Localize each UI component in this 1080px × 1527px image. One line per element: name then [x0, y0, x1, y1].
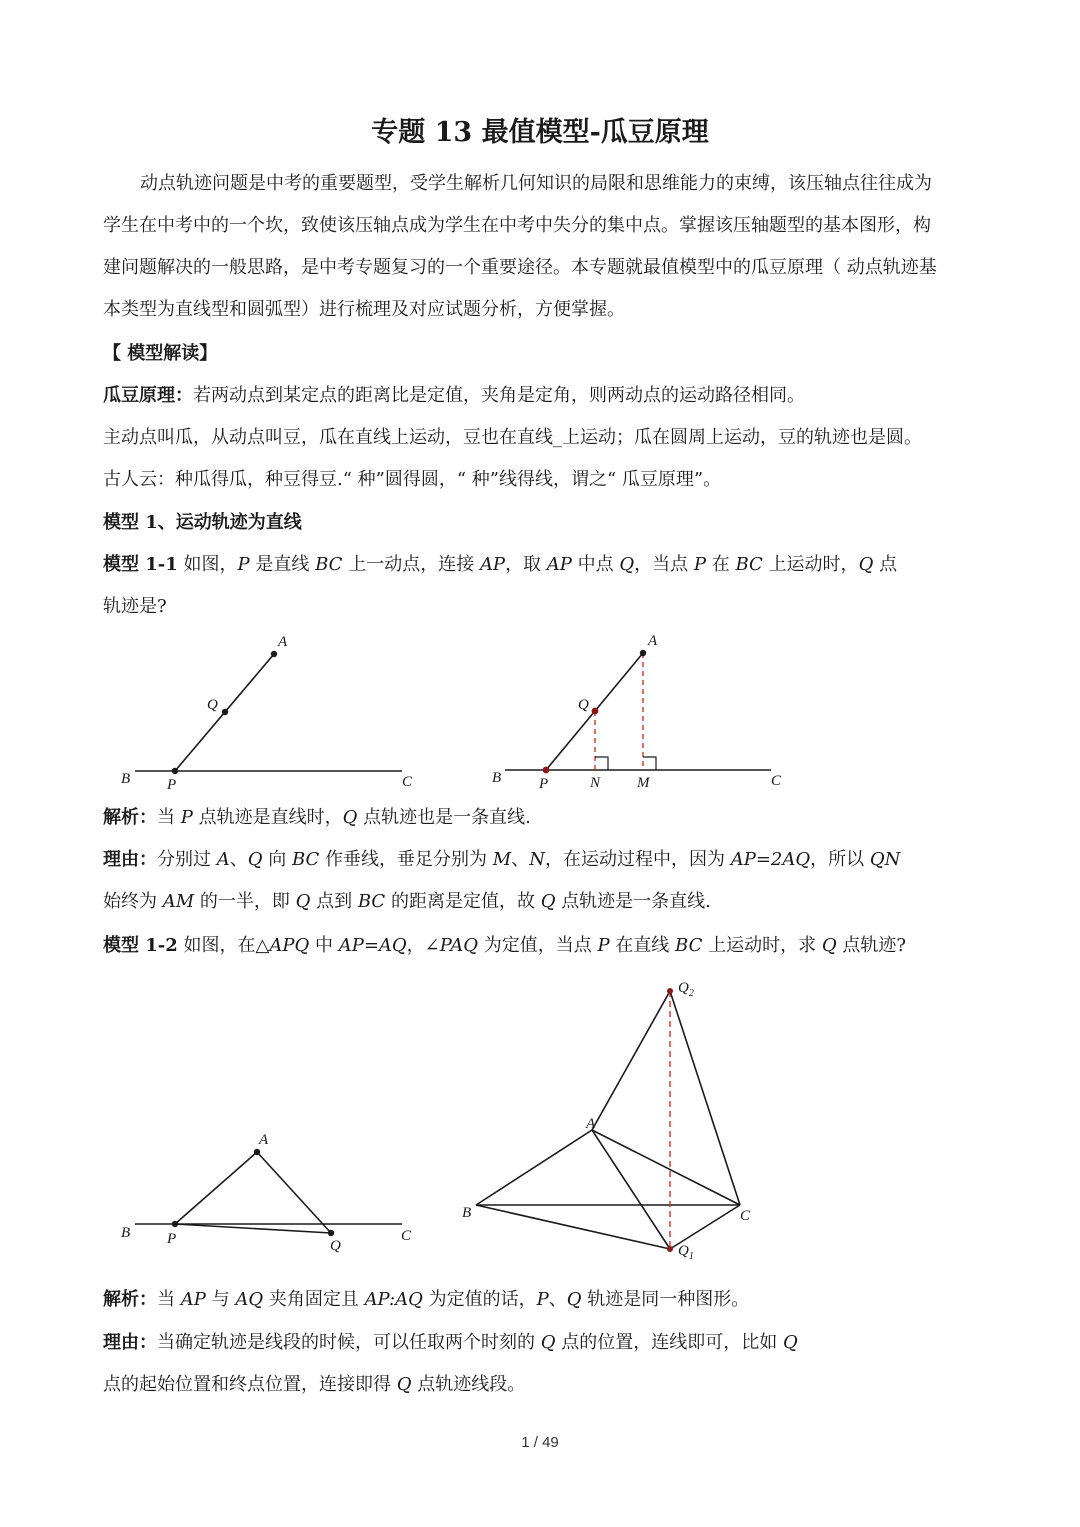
sym: AP — [479, 554, 506, 575]
point-p — [543, 767, 550, 774]
text: ，∠ — [406, 935, 440, 956]
segment-bq1 — [476, 1205, 670, 1249]
text: 解析： — [103, 807, 157, 828]
text: 始终为 — [103, 891, 157, 912]
point-q — [328, 1230, 334, 1236]
segment-pa — [175, 1152, 257, 1224]
sym: AP=2AQ — [730, 849, 811, 870]
m11-reason-2 — [103, 890, 711, 914]
text: 当 — [157, 1289, 175, 1310]
sym: BC — [357, 891, 386, 912]
text: 点的位置，连线即可，比如 — [561, 1332, 778, 1353]
m12-question — [103, 934, 906, 958]
right-angle-m — [643, 757, 656, 770]
text: 中 — [314, 935, 333, 956]
text: ，在运动过程中，因为 — [544, 849, 725, 870]
label-p: P — [167, 1231, 177, 1247]
sym: Q — [858, 554, 874, 575]
point-q2 — [667, 988, 673, 994]
text: ，当点 — [634, 554, 689, 575]
right-angle-marks — [595, 757, 656, 770]
sym: P — [180, 807, 193, 828]
segment-pq — [175, 1224, 331, 1233]
text: 的一半，即 — [199, 891, 290, 912]
text: 轨迹是同一种图形。 — [587, 1289, 750, 1310]
sym: P — [693, 554, 707, 575]
segment-q2c — [670, 991, 740, 1205]
label-a: A — [259, 1132, 269, 1148]
principle-line-3: 古人云：种瓜得瓜，种豆得豆.“ 种”圆得圆，“ 种”线得线，谓之“ 瓜豆原理”。 — [103, 469, 722, 490]
text: 点轨迹? — [842, 935, 907, 956]
point-q1 — [667, 1246, 673, 1252]
m11-label: 模型 1-1 — [103, 554, 178, 575]
point-p — [172, 1221, 178, 1227]
point-a — [640, 650, 646, 656]
label-a: A — [648, 633, 658, 649]
text: 是直线 — [255, 554, 310, 575]
right-angle-n — [595, 757, 608, 770]
label-b: B — [492, 770, 502, 786]
sym: AP=AQ — [338, 935, 407, 956]
label-c: C — [401, 1228, 412, 1244]
sym: QN — [869, 849, 901, 870]
text: 点 — [879, 554, 898, 575]
sym: 2 — [688, 988, 694, 999]
m11-reason — [103, 848, 900, 872]
label-n: N — [590, 775, 601, 791]
section-heading: 【 模型解读】 — [103, 343, 218, 364]
point-q — [592, 708, 599, 715]
text: 、 — [548, 1289, 567, 1310]
sym: BC — [315, 554, 343, 575]
text: 作垂线，垂足分别为 — [325, 849, 488, 870]
intro-line-2: 学生在中考中的一个坎，致使该压轴点成为学生在中考中失分的集中点。掌握该压轴题型的基本图形，构 — [103, 215, 931, 236]
sym: Q — [540, 1332, 556, 1353]
label-c: C — [771, 773, 782, 789]
text: 点轨迹是一条直线. — [561, 891, 711, 912]
sym: Q — [342, 807, 358, 828]
text: 当确定轨迹是线段的时候，可以任取两个时刻的 — [157, 1332, 535, 1353]
sym: N — [529, 849, 545, 870]
sym: P — [237, 554, 250, 575]
text: 分别过 — [157, 849, 211, 870]
text: 模型 1-2 — [103, 935, 178, 956]
figure-1-2-right — [476, 991, 740, 1249]
sym: AP — [546, 554, 572, 575]
sym: P — [597, 935, 610, 956]
sym: Q — [821, 935, 837, 956]
sym: AQ — [235, 1289, 264, 1310]
sym: BC — [735, 554, 763, 575]
figure-1-1-left — [135, 654, 402, 771]
sym: Q — [247, 849, 263, 870]
text: 如图，在△ — [183, 935, 270, 956]
text: 为定值的话， — [428, 1289, 537, 1310]
label-q: Q — [207, 697, 218, 713]
sym: M — [492, 849, 512, 870]
segment-ac — [592, 1130, 740, 1205]
page-number: 1 / 49 — [521, 1434, 559, 1451]
text: 的距离是定值，故 — [390, 891, 535, 912]
label-q2 — [678, 980, 694, 999]
model1-title: 模型 1、运动轨迹为直线 — [103, 512, 302, 533]
text: 与 — [211, 1289, 230, 1310]
sym: AM — [162, 891, 195, 912]
label-c: C — [402, 774, 413, 790]
segment-aq — [257, 1152, 331, 1233]
label-b: B — [462, 1205, 472, 1221]
figure-1-1-right — [505, 653, 771, 770]
m12-reason — [103, 1331, 798, 1355]
text: 、 — [229, 849, 248, 870]
sym: Q — [295, 891, 311, 912]
sym: Q — [678, 980, 689, 996]
perpendicular-dashes — [595, 653, 643, 770]
sym: BC — [291, 849, 320, 870]
intro-line-4: 本类型为直线型和圆弧型）进行梳理及对应试题分析，方便掌握。 — [103, 299, 625, 320]
sym: PAQ — [439, 935, 478, 956]
m11-analysis — [103, 806, 531, 830]
label-a: A — [278, 634, 288, 650]
text: 在 — [711, 554, 730, 575]
sym: A — [216, 849, 230, 870]
label-q: Q — [330, 1238, 341, 1254]
label-a: A — [586, 1116, 596, 1132]
label-q1 — [678, 1243, 694, 1262]
label-m: M — [637, 775, 650, 791]
text: 在直线 — [615, 935, 670, 956]
label-c: C — [740, 1208, 751, 1224]
page-title: 专题 13 最值模型-瓜豆原理 — [371, 117, 709, 148]
text: 上运动时， — [768, 554, 859, 575]
text: 中点 — [577, 554, 614, 575]
label-b: B — [121, 1225, 131, 1241]
m12-analysis — [103, 1288, 749, 1312]
text: 点轨迹是直线时， — [198, 807, 343, 828]
text: 上一动点，连接 — [348, 554, 475, 575]
sym: AP:AQ — [364, 1289, 423, 1310]
text: ，所以 — [810, 849, 865, 870]
text: 上运动时，求 — [708, 935, 817, 956]
text: 理由： — [103, 1332, 157, 1353]
point-a — [254, 1149, 260, 1155]
segment-ba — [476, 1130, 592, 1205]
sym: Q — [540, 891, 556, 912]
point-a — [271, 651, 277, 657]
sym: BC — [675, 935, 703, 956]
segment-aq2 — [592, 991, 670, 1130]
sym: Q — [678, 1243, 689, 1259]
text: 点的起始位置和终点位置，连接即得 — [103, 1374, 391, 1395]
text: 向 — [268, 849, 287, 870]
text: 点轨迹线段。 — [417, 1374, 526, 1395]
intro-line-3: 建问题解决的一般思路，是中考专题复习的一个重要途径。本专题就最值模型中的瓜豆原理（ 动点轨迹基 — [103, 257, 937, 278]
principle-text: 若两动点到某定点的距离比是定值，夹角是定角，则两动点的运动路径相同。 — [193, 385, 805, 406]
m11-question-2: 轨迹是? — [103, 596, 167, 617]
text: 当 — [157, 807, 175, 828]
text: 解析： — [103, 1289, 157, 1310]
text: 为定值，当点 — [483, 935, 592, 956]
point-q — [222, 709, 228, 715]
text: 点到 — [316, 891, 353, 912]
sym: APQ — [269, 935, 310, 956]
point-p — [172, 768, 178, 774]
label-p: P — [167, 777, 177, 793]
sym: Q — [619, 554, 635, 575]
sym: 1 — [688, 1251, 694, 1262]
sym: Q — [566, 1289, 582, 1310]
text: 、 — [511, 849, 530, 870]
text: 如图， — [183, 554, 238, 575]
principle-line-2: 主动点叫瓜，从动点叫豆，瓜在直线上运动，豆也在直线_上运动；瓜在圆周上运动，豆的轨迹也是圆。 — [103, 427, 922, 448]
sym: AP — [180, 1289, 206, 1310]
sym: P — [536, 1289, 549, 1310]
sym: Q — [396, 1374, 412, 1395]
text: 点轨迹也是一条直线. — [363, 807, 531, 828]
label-b: B — [121, 771, 131, 787]
sym: Q — [782, 1332, 798, 1353]
text: ，取 — [505, 554, 542, 575]
segment-aq1 — [592, 1130, 670, 1249]
label-q: Q — [578, 697, 589, 713]
text: 理由： — [103, 849, 157, 870]
intro-line-1: 动点轨迹问题是中考的重要题型，受学生解析几何知识的局限和思维能力的束缚，该压轴点往往成为 — [140, 173, 932, 194]
label-p: P — [539, 776, 549, 792]
m12-reason-2 — [103, 1373, 525, 1397]
principle-label: 瓜豆原理： — [103, 385, 193, 406]
text: 夹角固定且 — [268, 1289, 359, 1310]
